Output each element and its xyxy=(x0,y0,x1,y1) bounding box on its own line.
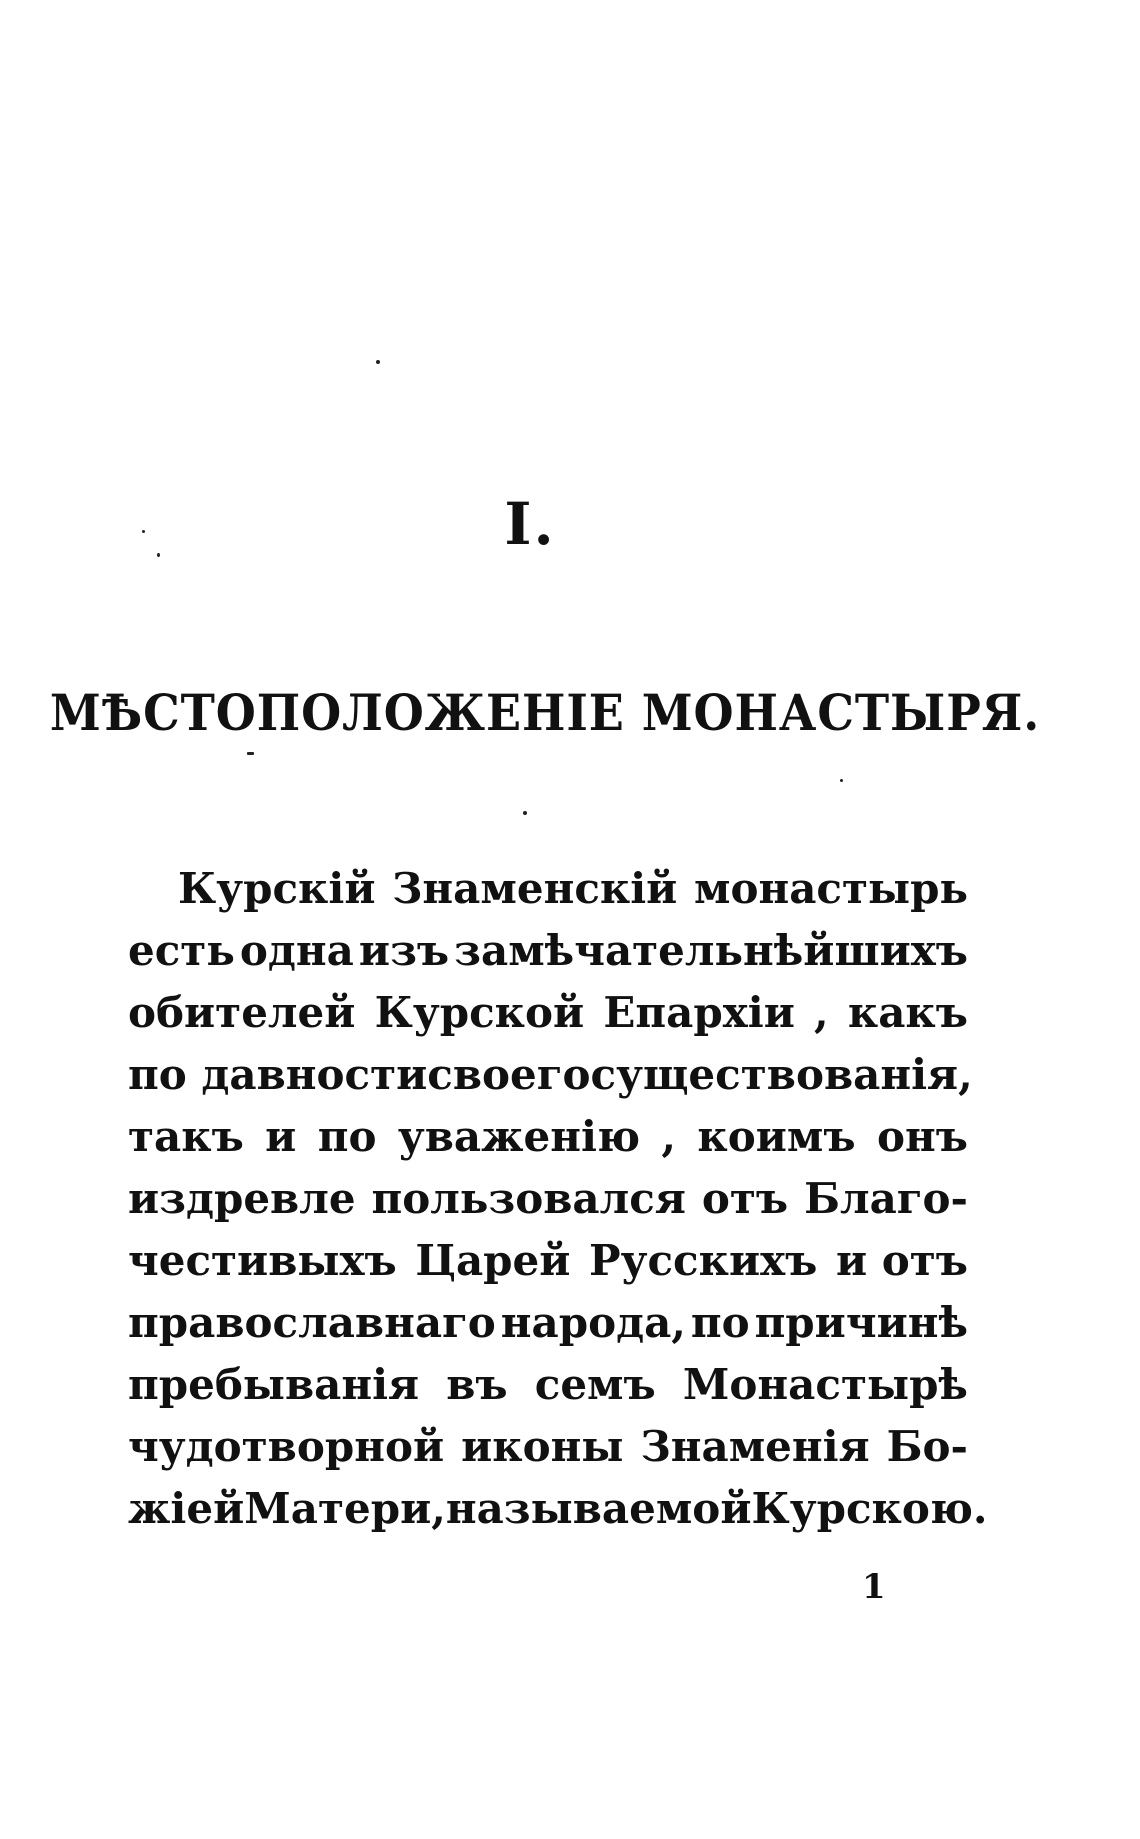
chapter-title: МѢСТОПОЛОЖЕНІЕ МОНАСТЫРЯ. xyxy=(49,683,1041,742)
word: какъ xyxy=(847,988,968,1037)
text-line xyxy=(128,982,968,1044)
word: такъ xyxy=(128,1112,244,1161)
word: Курскою. xyxy=(751,1484,988,1533)
word: одна xyxy=(239,926,354,975)
word: обителей xyxy=(128,988,356,1037)
word: есть xyxy=(128,926,235,975)
word: коимъ xyxy=(697,1112,856,1161)
word: пользовался xyxy=(371,1174,686,1223)
word: издревле xyxy=(128,1174,356,1223)
text-line xyxy=(128,1044,973,1106)
printer-signature-mark: 1 xyxy=(862,1567,886,1607)
text-line xyxy=(128,1106,968,1168)
word: по xyxy=(690,1298,750,1347)
word: семъ xyxy=(534,1360,656,1409)
word: народа, xyxy=(500,1298,686,1347)
print-speck xyxy=(523,811,527,815)
word: Матери, xyxy=(244,1484,446,1533)
word: существованія, xyxy=(590,1050,973,1099)
word: Курской xyxy=(374,988,585,1037)
print-speck xyxy=(247,752,254,755)
word: православнаго xyxy=(128,1298,496,1347)
word: Благо- xyxy=(804,1174,968,1223)
text-line xyxy=(128,1230,968,1292)
body-paragraph xyxy=(128,858,988,1540)
text-line xyxy=(128,920,968,982)
text-line xyxy=(128,1292,968,1354)
word: въ xyxy=(446,1360,508,1409)
word: Епархіи xyxy=(603,988,795,1037)
word: пребыванія xyxy=(128,1360,420,1409)
print-speck xyxy=(376,360,380,364)
word: чудотворной xyxy=(128,1422,445,1471)
word: и xyxy=(265,1112,297,1161)
word: монастырь xyxy=(693,864,968,913)
print-speck xyxy=(840,779,843,782)
word: Монастырѣ xyxy=(682,1360,968,1409)
word: Бо- xyxy=(886,1422,968,1471)
word: отъ xyxy=(701,1174,789,1223)
text-line xyxy=(128,858,968,920)
print-speck xyxy=(157,553,160,557)
word: Курскій xyxy=(178,864,376,913)
word: Русскихъ xyxy=(589,1236,818,1285)
word: по xyxy=(317,1112,377,1161)
word: Знаменскій xyxy=(392,864,678,913)
word: называемой xyxy=(445,1484,752,1533)
word: и отъ xyxy=(835,1236,968,1285)
word: онъ xyxy=(876,1112,968,1161)
text-line xyxy=(128,1478,988,1540)
text-line xyxy=(128,1354,968,1416)
word: уваженію xyxy=(397,1112,641,1161)
word: изъ xyxy=(358,926,450,975)
text-line xyxy=(128,1168,968,1230)
word: причинѣ xyxy=(754,1298,968,1347)
word: честивыхъ xyxy=(128,1236,397,1285)
word: замѣчательнѣйшихъ xyxy=(454,926,968,975)
word: Знаменія xyxy=(640,1422,870,1471)
word: по давности xyxy=(128,1050,428,1099)
word: иконы xyxy=(461,1422,624,1471)
word: своего xyxy=(427,1050,591,1099)
word: жіей xyxy=(128,1484,245,1533)
word: Царей xyxy=(415,1236,571,1285)
word: , xyxy=(661,1112,677,1161)
text-line xyxy=(128,1416,968,1478)
chapter-number: I. xyxy=(504,490,556,558)
word: , xyxy=(814,988,829,1037)
